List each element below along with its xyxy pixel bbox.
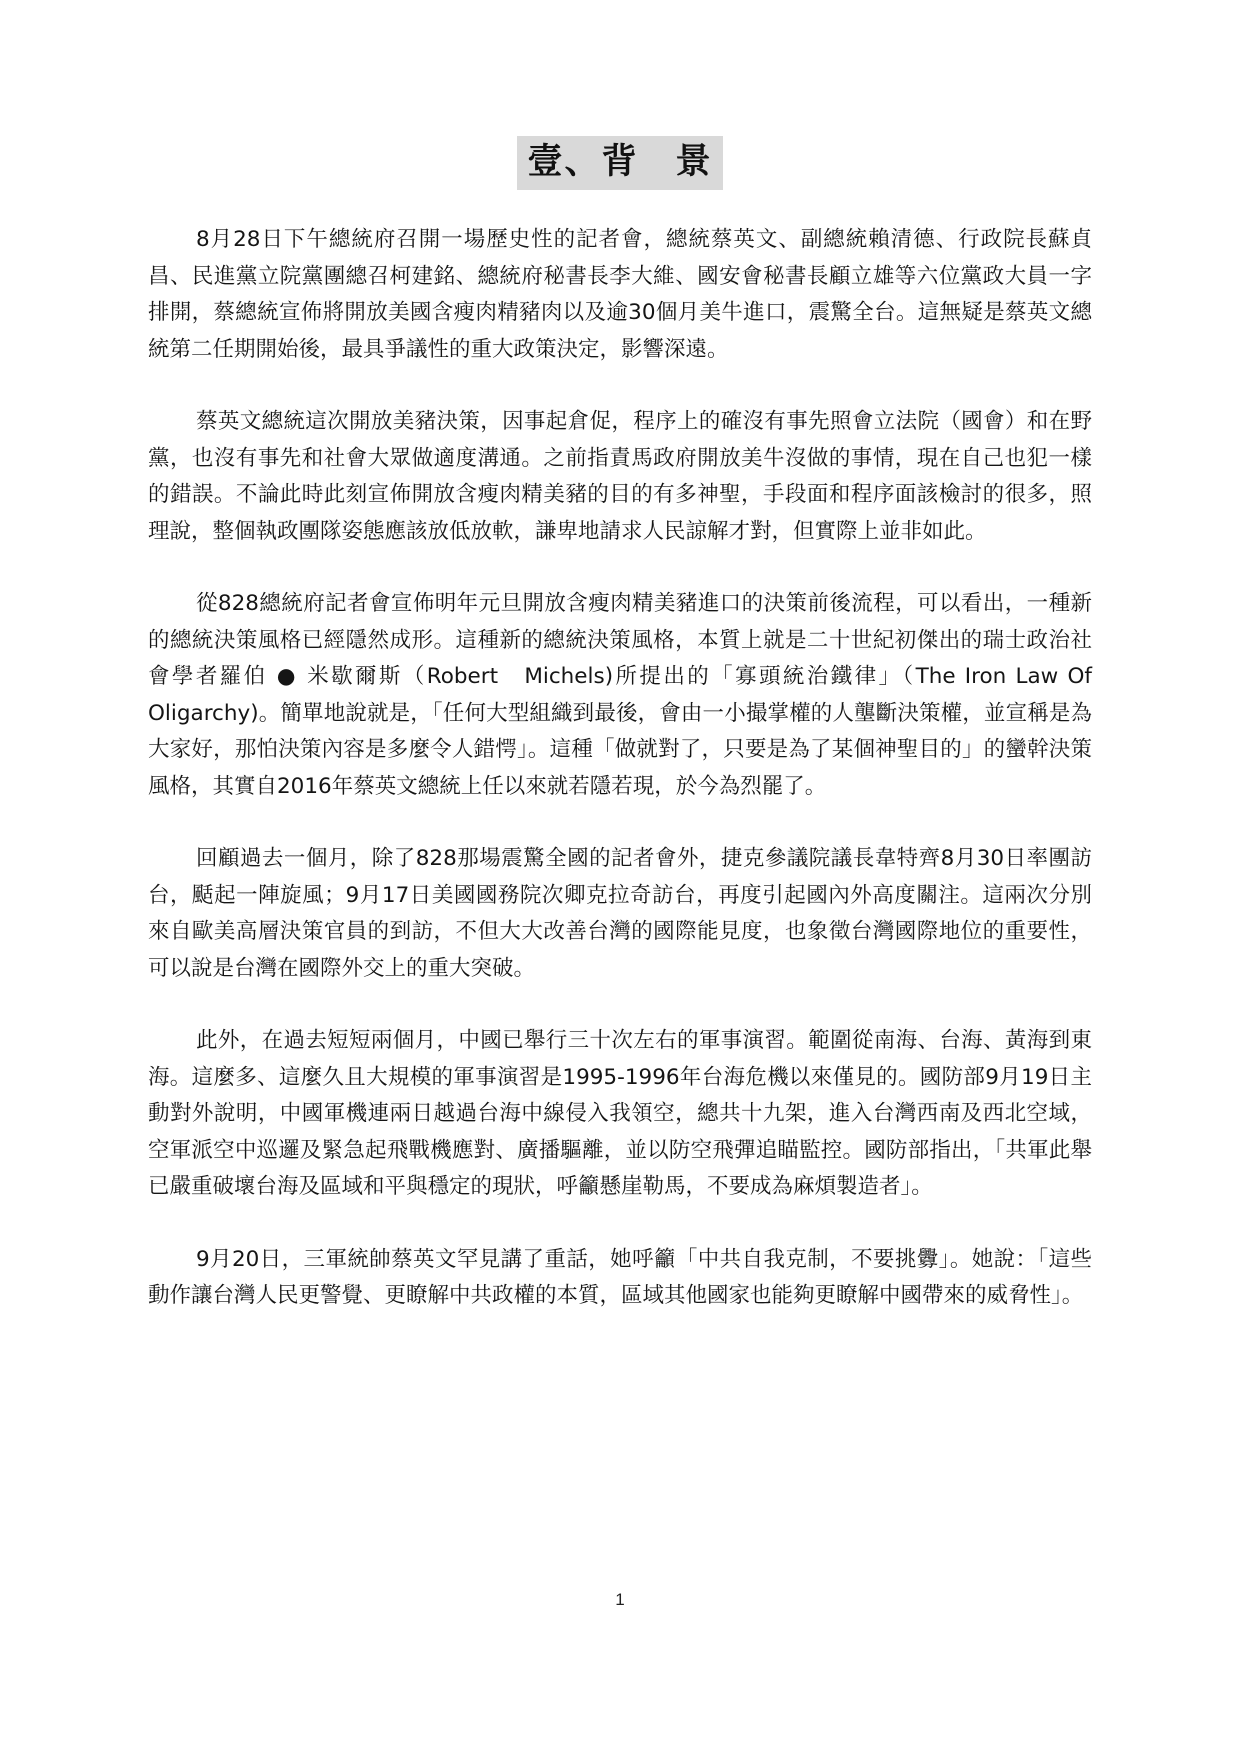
paragraph-3: 從828總統府記者會宣佈明年元旦開放含瘦肉精美豬進口的決策前後流程，可以看出，一種新的總統決策風格已經隱然成形。這種新的總統決策風格，本質上就是二十世紀初傑出的瑞士政治社會學者羅伯 ● 米歇爾斯（Robert Michels)所提出的「寡頭統治鐵律」（The Iron Law Of Oligarchy)。簡單地說就是，「任何大型組織到最後，會由一小撮掌權的人壟斷決策權，並宣稱是為大家好，那怕決策內容是多麼令人錯愕」。這種「做就對了，只要是為了某個神聖目的」的蠻幹決策風格，其實自2016年蔡英文總統上任以來就若隱若現，於今為烈罷了。 <box>148 591 1092 799</box>
paragraph-1: 8月28日下午總統府召開一場歷史性的記者會，總統蔡英文、副總統賴清德、行政院長蘇貞昌、民進黨立院黨團總召柯建銘、總統府秘書長李大維、國安會秘書長顧立雄等六位黨政大員一字排開，蔡總統宣佈將開放美國含瘦肉精豬肉以及逾30個月美牛進口，震驚全台。這無疑是蔡英文總統第二任期開始後，最具爭議性的重大政策決定，影響深遠。 <box>148 227 1092 362</box>
paragraph-2: 蔡英文總統這次開放美豬決策，因事起倉促，程序上的確沒有事先照會立法院（國會）和在野黨，也沒有事先和社會大眾做適度溝通。之前指責馬政府開放美牛沒做的事情，現在自己也犯一樣的錯誤。不論此時此刻宣佈開放含瘦肉精美豬的目的有多神聖，手段面和程序面該檢討的很多，照理說，整個執政團隊姿態應該放低放軟，謙卑地請求人民諒解才對，但實際上並非如此。 <box>148 409 1092 544</box>
body-text <box>148 222 1092 1351</box>
page-number: 1 <box>615 1590 625 1609</box>
paragraph-4: 回顧過去一個月，除了828那場震驚全國的記者會外，捷克參議院議長韋特齊8月30日率團訪台，颳起一陣旋風；9月17日美國國務院次卿克拉奇訪台，再度引起國內外高度關注。這兩次分別來自歐美高層決策官員的到訪，不但大大改善台灣的國際能見度，也象徵台灣國際地位的重要性，可以說是台灣在國際外交上的重大突破。 <box>148 846 1092 981</box>
paragraph-6: 9月20日，三軍統帥蔡英文罕見講了重話，她呼籲「中共自我克制，不要挑釁」。她說：「這些動作讓台灣人民更警覺、更瞭解中共政權的本質，區域其他國家也能夠更瞭解中國帶來的威脅性」。 <box>148 1246 1092 1308</box>
section-title: 壹、背 景 <box>517 136 722 190</box>
title-container <box>0 136 1240 190</box>
paragraph-5: 此外，在過去短短兩個月，中國已舉行三十次左右的軍事演習。範圍從南海、台海、黃海到東海。這麼多、這麼久且大規模的軍事演習是1995-1996年台海危機以來僅見的。國防部9月19日主動對外說明，中國軍機連兩日越過台海中線侵入我領空，總共十九架，進入台灣西南及西北空域，空軍派空中巡邏及緊急起飛戰機應對、廣播驅離，並以防空飛彈追瞄監控。國防部指出，「共軍此舉已嚴重破壞台海及區域和平與穩定的現狀，呼籲懸崖勒馬，不要成為麻煩製造者」。 <box>148 1028 1092 1199</box>
